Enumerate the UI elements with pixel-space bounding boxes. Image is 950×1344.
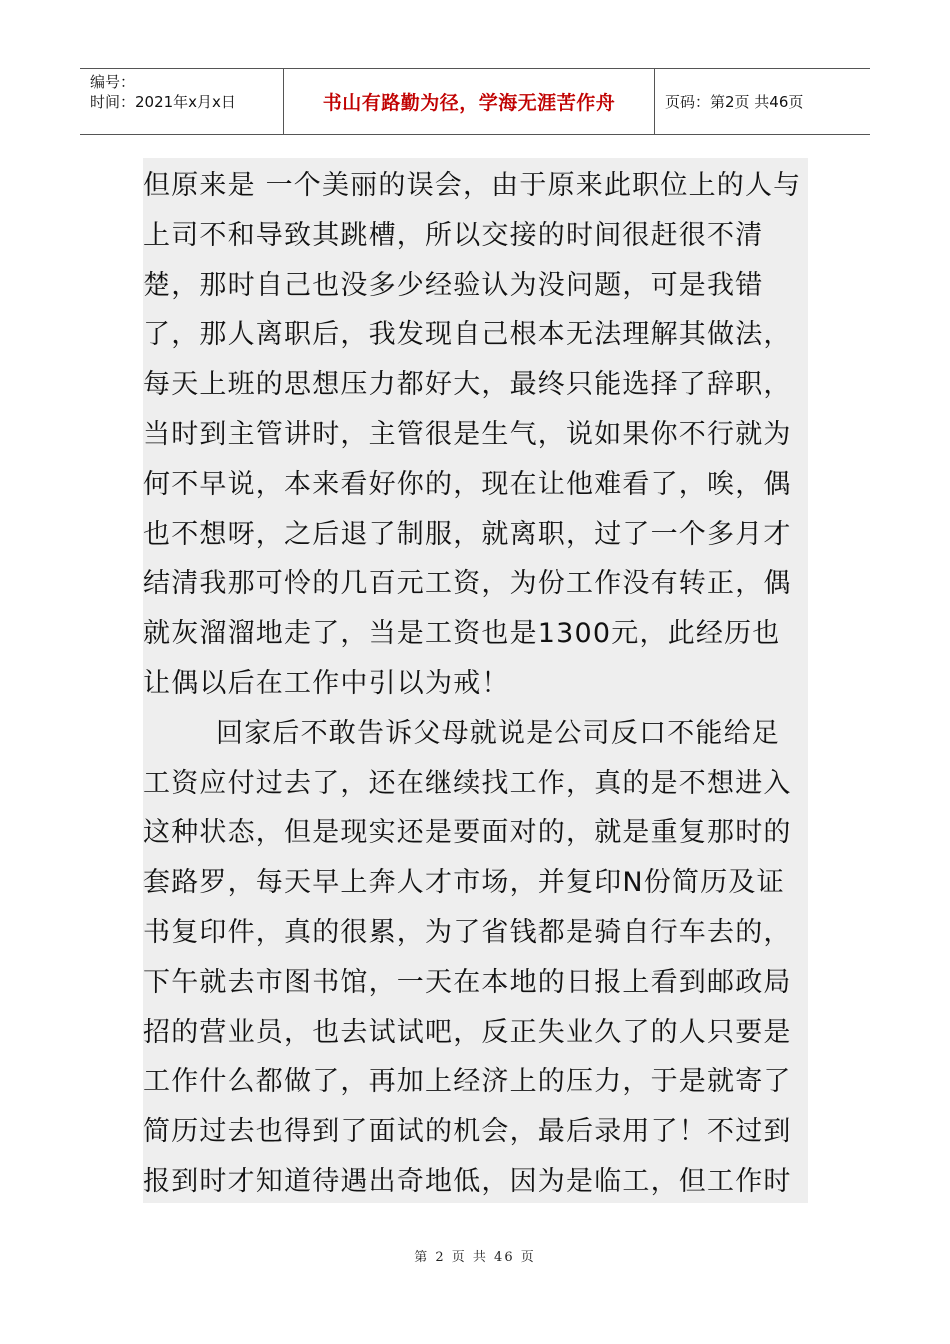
document-number-label: 编号： [90, 73, 136, 91]
header-page-cell [655, 69, 870, 134]
header-motto-cell [283, 69, 655, 134]
body-paragraph: 但原来是 一个美丽的误会，由于原来此职位上的人与上司不和导致其跳槽，所以交接的时间很赶很不清楚，那时自己也没多少经验认为没问题，可是我错了，那人离职后，我发现自己根本无法理解其做法，每天上班的思想压力都好大，最终只能选择了辞职，当时到主管讲时，主管很是生气，说如果你不行就为何不早说，本来看好你的，现在让他难看了，唉，偶也不想呀，之后退了制服，就离职，过了一个多月才结清我那可怜的几百元工资，为份工作没有转正，偶就灰溜溜地走了，当是工资也是1300元，此经历也让偶以后在工作中引以为戒！ [143, 170, 802, 699]
document-header [80, 68, 870, 135]
document-date-label: 时间：2021年x月x日 [90, 93, 236, 111]
header-meta-cell [80, 69, 283, 134]
page-footer: 第 2 页 共 46 页 [414, 1250, 536, 1265]
header-page-number: 页码：第2页 共46页 [665, 93, 804, 111]
header-motto: 书山有路勤为径，学海无涯苦作舟 [322, 92, 616, 114]
body-paragraph: 回家后不敢告诉父母就说是公司反口不能给足工资应付过去了，还在继续找工作，真的是不想进入这种状态，但是现实还是要面对的，就是重复那时的套路罗，每天早上奔人才市场，并复印N份简历及证书复印件，真的很累，为了省钱都是骑自行车去的，下午就去市图书馆，一天在本地的日报上看到邮政局招的营业员，也去试试吧，反正失业久了的人只要是工作什么都做了，再加上经济上的压力，于是就寄了简历过去也得到了面试的机会，最后录用了！不过到报到时才知道待遇出奇地低，因为是临工，但工作时 [143, 717, 792, 1197]
document-body [143, 158, 808, 1203]
